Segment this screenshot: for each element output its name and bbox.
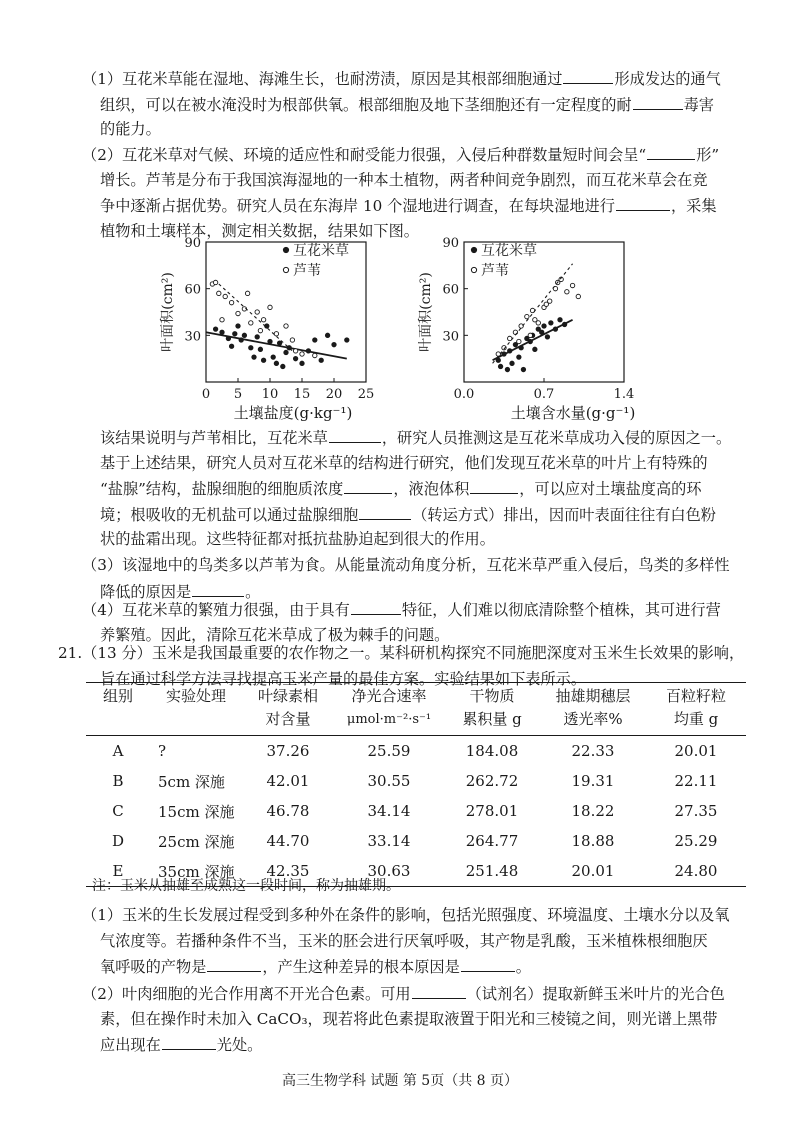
x-tick-label: 0.7 [533,387,555,402]
table-cell: 30.63 [334,856,444,887]
point-reed [249,321,253,325]
table-header [540,683,646,736]
point-spartina [293,356,297,360]
legend-marker [283,247,288,252]
text: ，研究人员推测这是互花米草成功入侵的原因之一。 [381,429,732,447]
x-axis-label: 土壤盐度(g·kg⁻¹) [233,404,353,422]
point-spartina [313,338,317,342]
text: 植物和土壤样本，测定相关数据，结果如下图。 [100,221,419,240]
text: 毒害 [683,95,714,114]
text: 素，但在操作时未加入 CaCO₃，现若将此色素提取液置于阳光和三棱镜之间，则光谱上黑带 [100,1009,718,1028]
header-line: 干物质 [469,687,515,705]
table-header [444,683,540,736]
table-cell: 20.01 [540,856,646,887]
table-cell: 25cm 深施 [158,832,235,851]
x-tick-label: 20 [325,387,343,402]
header-line: 净光合速率 [351,687,427,705]
point-spartina [229,344,233,348]
y-axis-label: 叶面积(cm²) [160,272,176,352]
point-reed [525,314,529,318]
header-line: 组别 [102,687,133,705]
point-reed [576,294,580,298]
x-tick-label: 15 [293,387,311,402]
table-header [242,683,334,736]
text: （2）互花米草对气候、环境的适应性和耐受能力很强，入侵后种群数量短时间会呈“ [82,146,647,164]
table-cell: 44.70 [266,832,310,850]
table-cell: B [112,772,124,790]
point-reed [300,352,304,356]
results-table [86,682,746,887]
text: 旨在通过科学方法寻找提高玉米产量的最佳方案。实验结果如下表所示。 [100,669,586,688]
answer-blank[interactable] [633,92,683,110]
point-reed [519,324,523,328]
point-spartina [542,324,546,328]
text: 组织，可以在被水淹没时为根部供氧。根部细胞及地下茎细胞还有一定程度的耐 [100,95,632,114]
header-line: 对含量 [265,710,311,728]
header-line: 累积量 g [462,710,522,728]
table-cell: 37.26 [266,742,310,760]
text: 气浓度等。若播种条件不当，玉米的胚会进行厌氧呼吸，其产物是乳酸，玉米植株根细胞厌 [100,931,708,950]
x-tick-label: 0.0 [453,387,475,402]
point-reed [220,318,224,322]
point-spartina [271,355,275,359]
table-row [86,736,746,767]
x-tick-label: 1.4 [613,387,635,402]
legend-label: 芦苇 [481,263,509,279]
point-spartina [274,361,278,365]
point-spartina [220,330,224,334]
table-cell: A [112,742,124,760]
y-tick-label: 90 [442,236,459,251]
point-reed [565,290,569,294]
answer-blank[interactable] [461,954,515,972]
text: 养繁殖。因此，清除互花米草成了极为棘手的问题。 [100,625,450,644]
text: 。 [515,958,531,976]
table-header [150,683,242,736]
text: ，采集 [670,197,717,215]
point-reed [217,291,221,295]
table-header-row [86,683,746,736]
header-line: 透光率% [563,710,623,728]
x-axis-label: 土壤含水量(g·g⁻¹) [510,404,636,422]
chart-moisture [412,232,642,428]
point-reed [548,299,552,303]
answer-blank[interactable] [192,579,244,597]
q21-part2 [82,981,725,1058]
point-spartina [319,358,323,362]
answer-blank[interactable] [412,981,466,999]
table-cell: ? [158,742,167,760]
answer-blank[interactable] [563,66,613,84]
plot-frame [206,242,366,382]
point-spartina [233,332,237,336]
point-spartina [505,367,509,371]
q20-part2 [82,142,719,244]
legend-label: 芦苇 [293,263,321,279]
point-reed [258,328,262,332]
chart-salinity [160,232,388,428]
legend-marker [471,247,476,252]
header-line: μmol·m⁻²·s⁻¹ [346,712,432,727]
point-reed [213,280,217,284]
text: 。 [245,582,261,601]
point-reed [268,305,272,309]
point-spartina [558,318,562,322]
header-line: 均重 g [673,710,719,728]
table-cell: 27.35 [674,802,718,820]
table-cell: E [86,856,150,887]
point-spartina [255,335,259,339]
point-spartina [277,341,281,345]
text: ，可以应对土壤盐度高的环 [519,480,702,498]
table-cell: 35cm 深施 [150,856,242,887]
legend-marker [283,267,288,272]
y-tick-label: 60 [442,282,459,298]
y-tick-label: 60 [184,282,201,298]
point-reed [284,324,288,328]
table-cell: 25.29 [674,832,718,850]
text: （转运方式）排出，因而叶表面往往有白色粉 [412,505,716,524]
point-reed [290,338,294,342]
text: （1）互花米草能在湿地、海滩生长，也耐涝渍，原因是其根部细胞通过 [82,70,563,88]
point-spartina [242,333,246,337]
table-header [86,683,150,736]
table-cell: 22.33 [571,742,615,760]
header-line: 百粒籽粒 [665,687,726,705]
header-line: 实验处理 [165,687,226,705]
answer-blank[interactable] [344,476,392,494]
page-footer: 高三生物学科 试题 第 5页（共 8 页） [281,1073,519,1089]
point-spartina [258,347,262,351]
point-spartina [281,364,285,368]
point-reed [496,352,500,356]
answer-blank[interactable] [470,476,518,494]
table-cell: C [112,802,124,820]
point-spartina [498,364,502,368]
table-header [334,683,444,736]
table-cell: D [111,832,125,850]
answer-blank[interactable] [351,597,401,615]
q20-part1 [82,66,721,143]
point-spartina [332,342,336,346]
table-cell: 20.01 [674,742,718,760]
text: “盐腺”结构，盐腺细胞的细胞质浓度 [100,480,344,498]
text: 光处。 [216,1036,263,1054]
table-cell: 42.01 [266,772,310,790]
table-cell: 25.59 [367,742,411,760]
text: ，产生这种差异的根本原因是 [262,958,460,976]
text: 增长。芦苇是分布于我国滨海湿地的一种本土植物，两者种间竞争剧烈，而互花米草会在竞 [100,170,708,189]
point-reed [570,283,574,287]
table-cell: 24.80 [646,856,746,887]
point-spartina [252,355,256,359]
y-axis-label: 叶面积(cm²) [418,272,434,352]
point-reed [517,339,521,343]
answer-blank[interactable] [162,1032,216,1050]
point-reed [313,353,317,357]
header-line: 抽雄期穗层 [555,687,631,705]
table-row [86,826,746,856]
table-header [646,683,746,736]
x-tick-label: 25 [357,387,375,402]
text: ，液泡体积 [393,480,470,498]
table-row [86,796,746,826]
chart-moisture-svg [412,232,642,424]
point-reed [274,332,278,336]
text: 降低的原因是 [100,582,192,601]
point-reed [293,349,297,353]
answer-blank[interactable] [359,502,411,520]
text: 应出现在 [100,1036,161,1054]
q21-part1 [82,903,730,980]
text: 的能力。 [100,120,161,138]
point-spartina [325,333,329,337]
table-cell: 5cm 深施 [158,772,225,791]
text: 形” [696,146,720,164]
q20-analysis [100,425,731,553]
point-spartina [300,361,304,365]
point-spartina [510,361,514,365]
text: （1）玉米的生长发展过程受到多种外在条件的影响，包括光照强度、环境温度、土壤水分以及氧 [82,906,730,924]
point-reed [223,294,227,298]
point-spartina [517,355,521,359]
table-cell: 34.14 [367,802,411,820]
point-spartina [545,335,549,339]
point-reed [508,336,512,340]
y-tick-label: 90 [184,236,201,251]
x-tick-label: 5 [233,387,243,402]
table-cell: 22.11 [674,772,718,790]
text: 该结果说明与芦苇相比，互花米草 [100,429,328,447]
answer-blank[interactable] [207,954,261,972]
text: （3）该湿地中的鸟类多以芦苇为食。从能量流动角度分析，互花米草严重入侵后，鸟类的多样性 [82,556,730,574]
table-cell: 46.78 [266,802,310,820]
table-cell: 184.08 [465,742,519,760]
text: 基于上述结果，研究人员对互花米草的结构进行研究，他们发现互花米草的叶片上有特殊的 [100,453,708,472]
point-spartina [549,321,553,325]
point-reed [528,333,532,337]
point-spartina [345,338,349,342]
x-tick-label: 0 [201,387,211,402]
point-reed [536,321,540,325]
answer-blank[interactable] [329,425,381,443]
point-reed [236,311,240,315]
y-tick-label: 30 [442,329,459,345]
text: （4）互花米草的繁殖力很强，由于具有 [82,601,350,619]
table-cell: 33.14 [367,832,411,850]
text: 状的盐霜出现。这些特征都对抵抗盐胁迫起到很大的作用。 [100,530,495,548]
text: 争中逐渐占据优势。研究人员在东海岸 10 个湿地进行调查，在每块湿地进行 [100,197,615,215]
point-spartina [533,347,537,351]
answer-blank[interactable] [616,193,670,211]
point-reed [229,300,233,304]
y-tick-label: 30 [184,329,201,345]
point-spartina [236,324,240,328]
legend-label: 互花米草 [293,243,349,259]
table-cell: 18.88 [571,832,615,850]
point-reed [255,310,259,314]
trend-line-spartina [493,320,573,360]
point-spartina [261,358,265,362]
header-line: 叶绿素相 [257,687,318,705]
legend-marker [471,267,476,272]
table-cell: 262.72 [465,772,519,790]
table-cell: 18.22 [571,802,615,820]
table-note: 注：玉米从抽雄至成熟这一段时间，称为抽雄期。 [92,878,400,894]
text: 境；根吸收的无机盐可以通过盐腺细胞 [100,505,359,524]
answer-blank[interactable] [647,142,695,160]
table-row [86,766,746,796]
point-spartina [213,327,217,331]
table-cell: 42.35 [242,856,334,887]
x-tick-label: 10 [261,387,279,402]
point-spartina [521,367,525,371]
legend-label: 互花米草 [481,243,537,259]
text: 形成发达的通气 [614,70,721,88]
chart-salinity-svg [160,232,388,424]
table-cell: 251.48 [444,856,540,887]
table-cell: 15cm 深施 [158,802,235,821]
point-reed [261,318,265,322]
text: 氧呼吸的产物是 [100,958,207,976]
text: 特征，人们难以彻底清除整个植株，其可进行营 [401,601,721,619]
text: 21.（13 分）玉米是我国最重要的农作物之一。某科研机构探究不同施肥深度对玉米生长效果的影响， [58,644,745,662]
table-cell: 30.55 [367,772,411,790]
table-cell: 19.31 [571,772,615,790]
point-reed [245,291,249,295]
table-cell: 264.77 [465,832,519,850]
text: （2）叶肉细胞的光合作用离不开光合色素。可用 [82,985,411,1003]
text: （试剂名）提取新鲜玉米叶片的光合色 [466,985,725,1003]
table-cell: 278.01 [465,802,519,820]
point-spartina [284,350,288,354]
point-spartina [249,346,253,350]
